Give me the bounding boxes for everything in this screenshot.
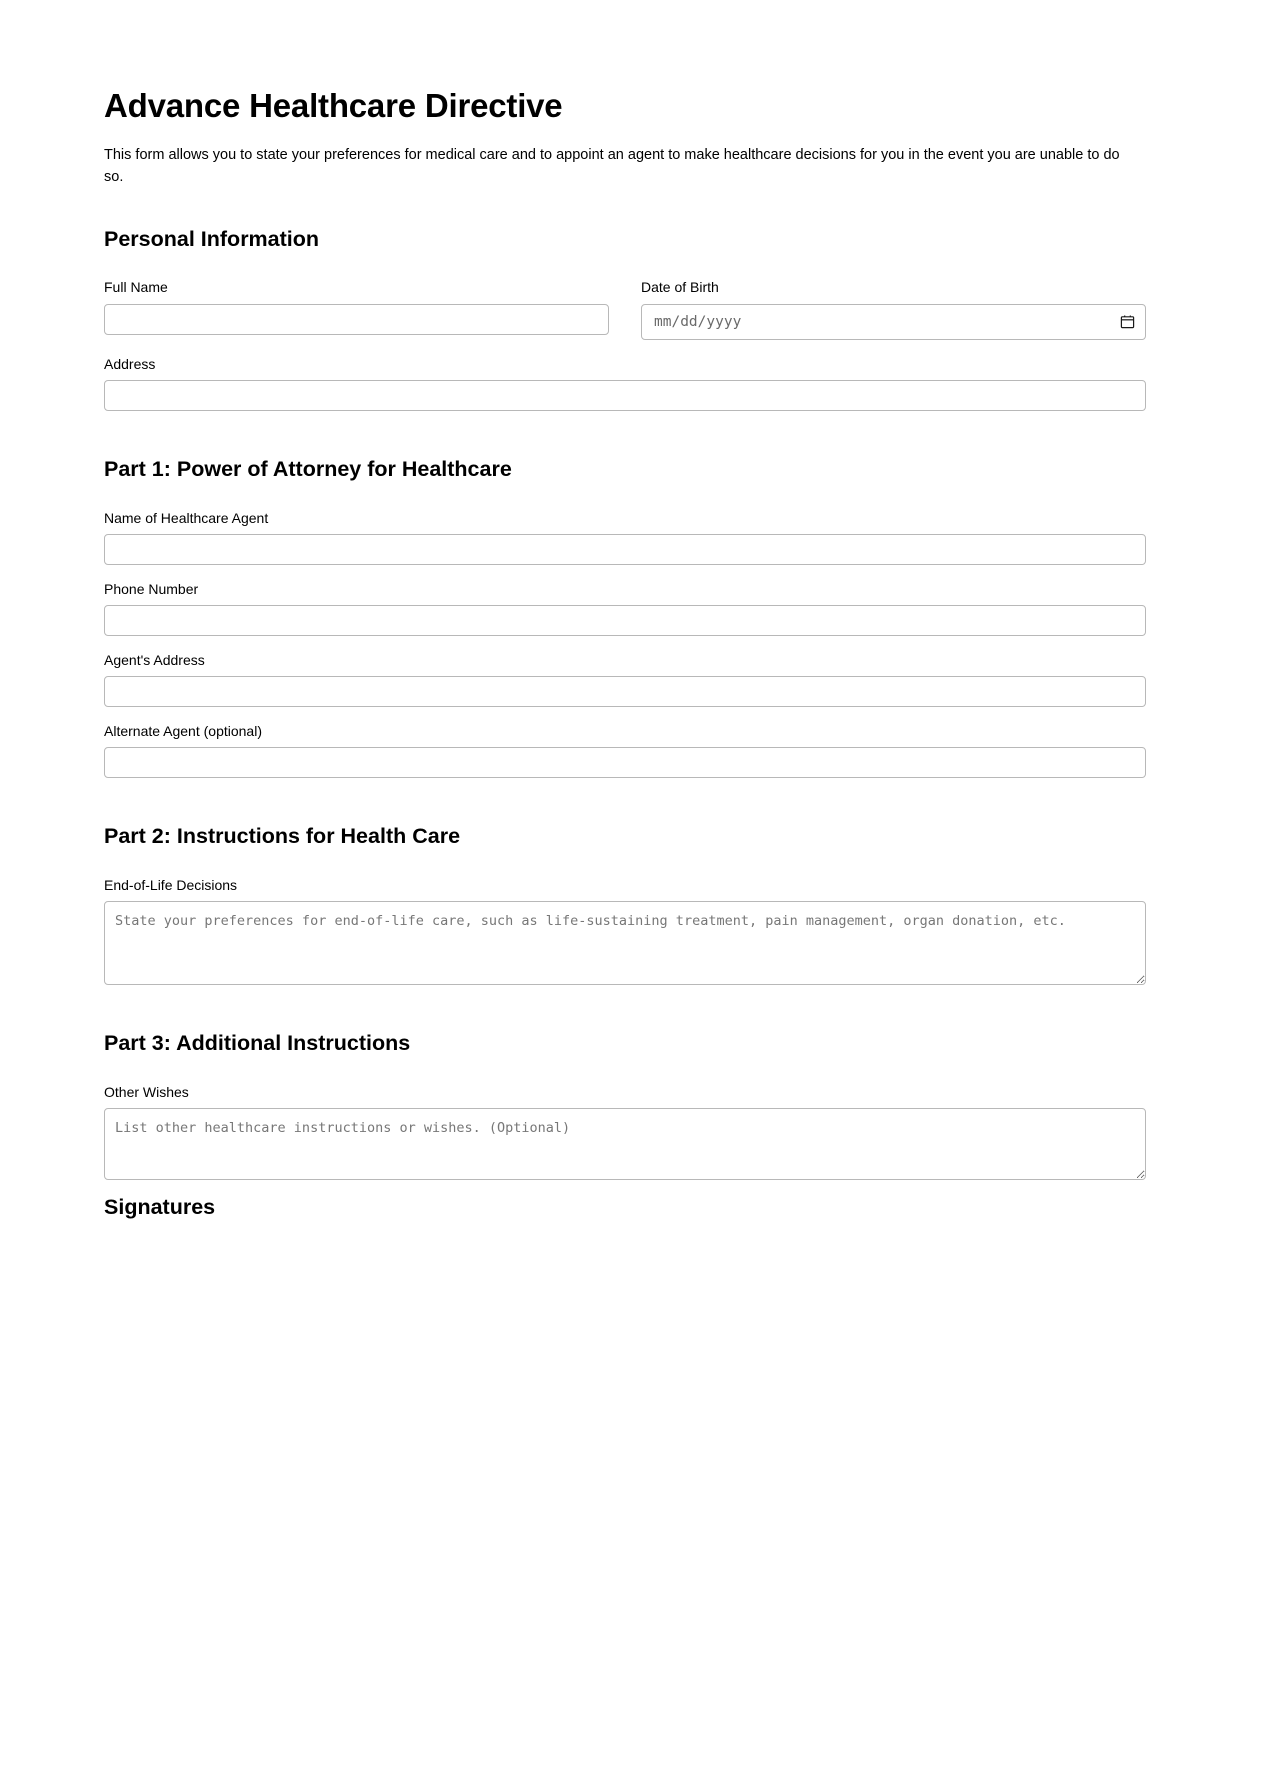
section-heading-part-2: Part 2: Instructions for Health Care (104, 824, 461, 849)
date-of-birth-placeholder: mm/dd/yyyy (654, 313, 742, 330)
label-end-of-life-decisions: End-of-Life Decisions (104, 877, 238, 894)
personal-information-row (104, 278, 1146, 354)
calendar-icon[interactable] (1120, 314, 1135, 329)
section-heading-signatures: Signatures (104, 1195, 216, 1220)
section-heading-personal-information: Personal Information (104, 226, 320, 251)
label-alternate-agent: Alternate Agent (optional) (104, 723, 262, 740)
field-alternate-agent (104, 722, 1146, 778)
agent-address-input[interactable] (104, 676, 1146, 707)
field-agent-name (104, 509, 1146, 565)
label-agent-address: Agent's Address (104, 651, 205, 668)
field-end-of-life-decisions (104, 876, 1146, 985)
label-address: Address (104, 355, 156, 372)
label-phone-number: Phone Number (104, 580, 199, 597)
other-wishes-textarea[interactable] (104, 1108, 1146, 1180)
intro-paragraph: This form allows you to state your preferences for medical care and to appoint an agent to make healthcare decisions for you in the event you are unable to do so. (104, 146, 1120, 186)
field-address (104, 355, 1146, 411)
label-date-of-birth: Date of Birth (641, 279, 719, 296)
field-phone-number (104, 580, 1146, 636)
end-of-life-decisions-textarea[interactable] (104, 901, 1146, 985)
field-other-wishes (104, 1083, 1146, 1180)
address-input[interactable] (104, 380, 1146, 411)
field-agent-address (104, 651, 1146, 707)
phone-number-input[interactable] (104, 605, 1146, 636)
section-heading-part-3: Part 3: Additional Instructions (104, 1031, 411, 1056)
full-name-input[interactable] (104, 304, 609, 335)
label-other-wishes: Other Wishes (104, 1084, 189, 1101)
section-heading-part-1: Part 1: Power of Attorney for Healthcare (104, 456, 512, 481)
field-full-name (104, 278, 609, 339)
label-full-name: Full Name (104, 279, 168, 296)
agent-name-input[interactable] (104, 534, 1146, 565)
date-of-birth-input[interactable] (641, 304, 1146, 340)
advance-healthcare-directive-form (104, 86, 1146, 1221)
field-date-of-birth (641, 278, 1146, 339)
date-of-birth-control[interactable] (641, 304, 1146, 340)
page-title: Advance Healthcare Directive (104, 87, 563, 124)
alternate-agent-input[interactable] (104, 747, 1146, 778)
label-agent-name: Name of Healthcare Agent (104, 509, 269, 526)
